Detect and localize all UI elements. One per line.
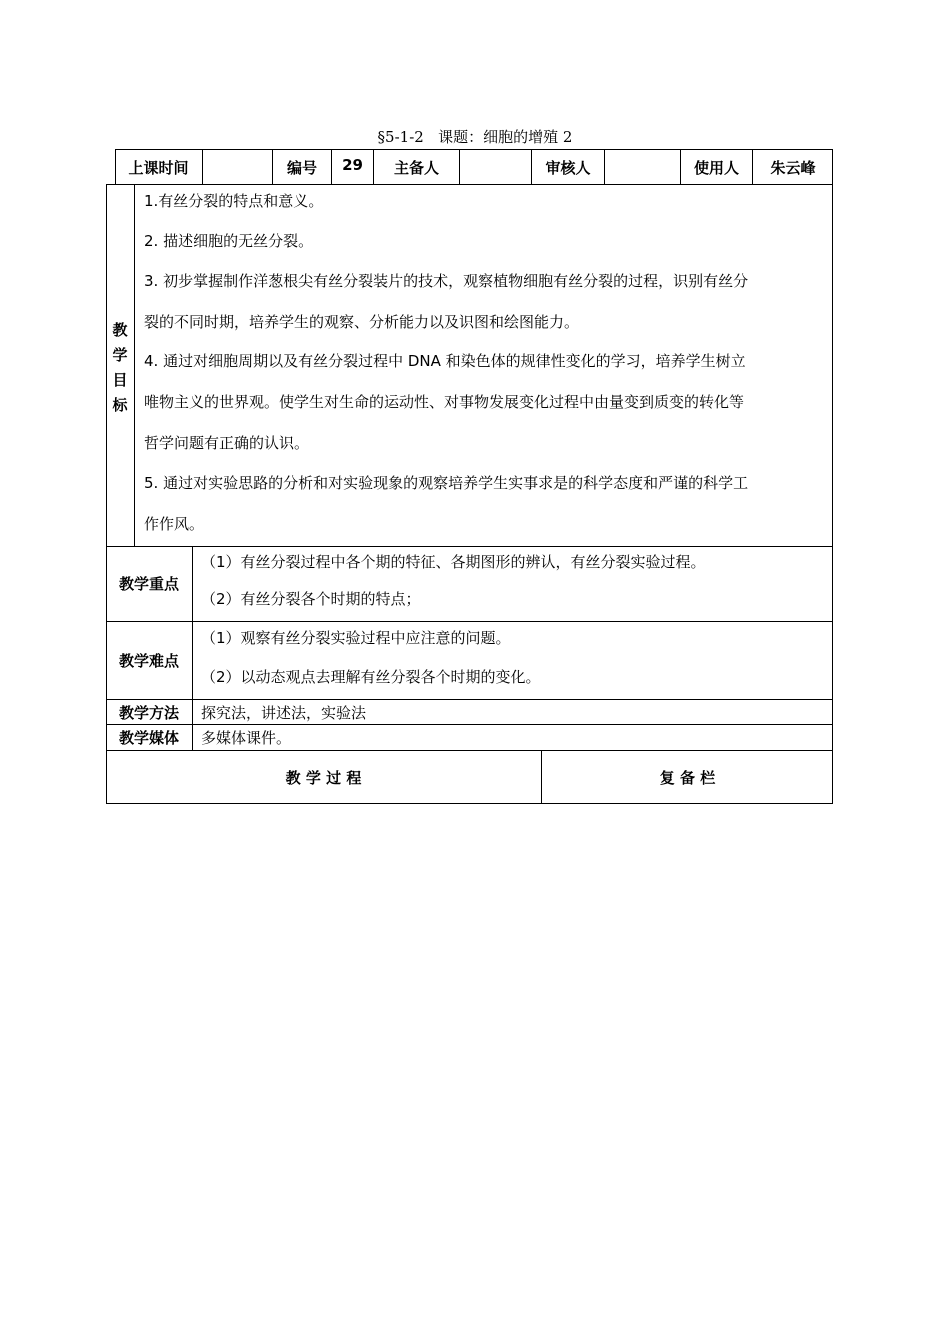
number-value[interactable]: 29	[342, 156, 363, 174]
class-time-label: 上课时间	[128, 158, 189, 177]
objective-line: 裂的不同时期，培养学生的观察、分析能力以及识图和绘图能力。	[144, 313, 580, 331]
objective-line: 2. 描述细胞的无丝分裂。	[144, 232, 314, 250]
reviewer-value[interactable]	[605, 149, 680, 185]
preparer-value[interactable]	[460, 149, 531, 185]
media-value: 多媒体课件。	[201, 729, 292, 747]
objective-line: 1.有丝分裂的特点和意义。	[144, 192, 324, 210]
reviewer-label: 审核人	[545, 158, 591, 177]
objectives-label-char: 学	[112, 346, 128, 364]
difficult-point-item: （2）以动态观点去理解有丝分裂各个时期的变化。	[201, 668, 541, 686]
key-point-item: （1）有丝分裂过程中各个期的特征、各期图形的辨认，有丝分裂实验过程。	[201, 553, 706, 571]
key-point-item: （2）有丝分裂各个时期的特点；	[201, 590, 421, 608]
objective-line: 作作风。	[144, 515, 205, 533]
objectives-label-char: 标	[112, 396, 128, 414]
media-label: 教学媒体	[118, 729, 179, 747]
review-column-header: 复 备 栏	[659, 769, 716, 787]
objective-line: 5. 通过对实验思路的分析和对实验现象的观察培养学生实事求是的科学态度和严谨的科学工	[144, 474, 749, 492]
preparer-label: 主备人	[393, 158, 439, 177]
document-title: §5-1-2 课题：细胞的增殖 2	[377, 128, 573, 146]
objectives-label-char: 教	[112, 321, 128, 339]
key-points-label: 教学重点	[118, 575, 179, 593]
objective-line: 3. 初步掌握制作洋葱根尖有丝分裂装片的技术，观察植物细胞有丝分裂的过程，识别有丝分	[144, 272, 749, 290]
user-label: 使用人	[693, 158, 739, 177]
objectives-label	[106, 318, 134, 418]
difficult-points-label: 教学难点	[118, 651, 179, 670]
objective-line: 哲学问题有正确的认识。	[144, 434, 310, 452]
teaching-process-header: 教 学 过 程	[285, 769, 362, 787]
methods-value: 探究法，讲述法，实验法	[201, 703, 367, 722]
class-time-value[interactable]	[203, 149, 272, 185]
number-label: 编号	[286, 158, 317, 177]
methods-label: 教学方法	[118, 703, 179, 722]
objective-line: 唯物主义的世界观。使学生对生命的运动性、对事物发展变化过程中由量变到质变的转化等	[144, 393, 745, 411]
user-value[interactable]: 朱云峰	[770, 158, 816, 177]
objectives-label-char: 目	[112, 371, 128, 389]
objective-line: 4. 通过对细胞周期以及有丝分裂过程中 DNA 和染色体的规律性变化的学习，培养学生树立	[144, 352, 746, 370]
difficult-point-item: （1）观察有丝分裂实验过程中应注意的问题。	[201, 629, 511, 647]
